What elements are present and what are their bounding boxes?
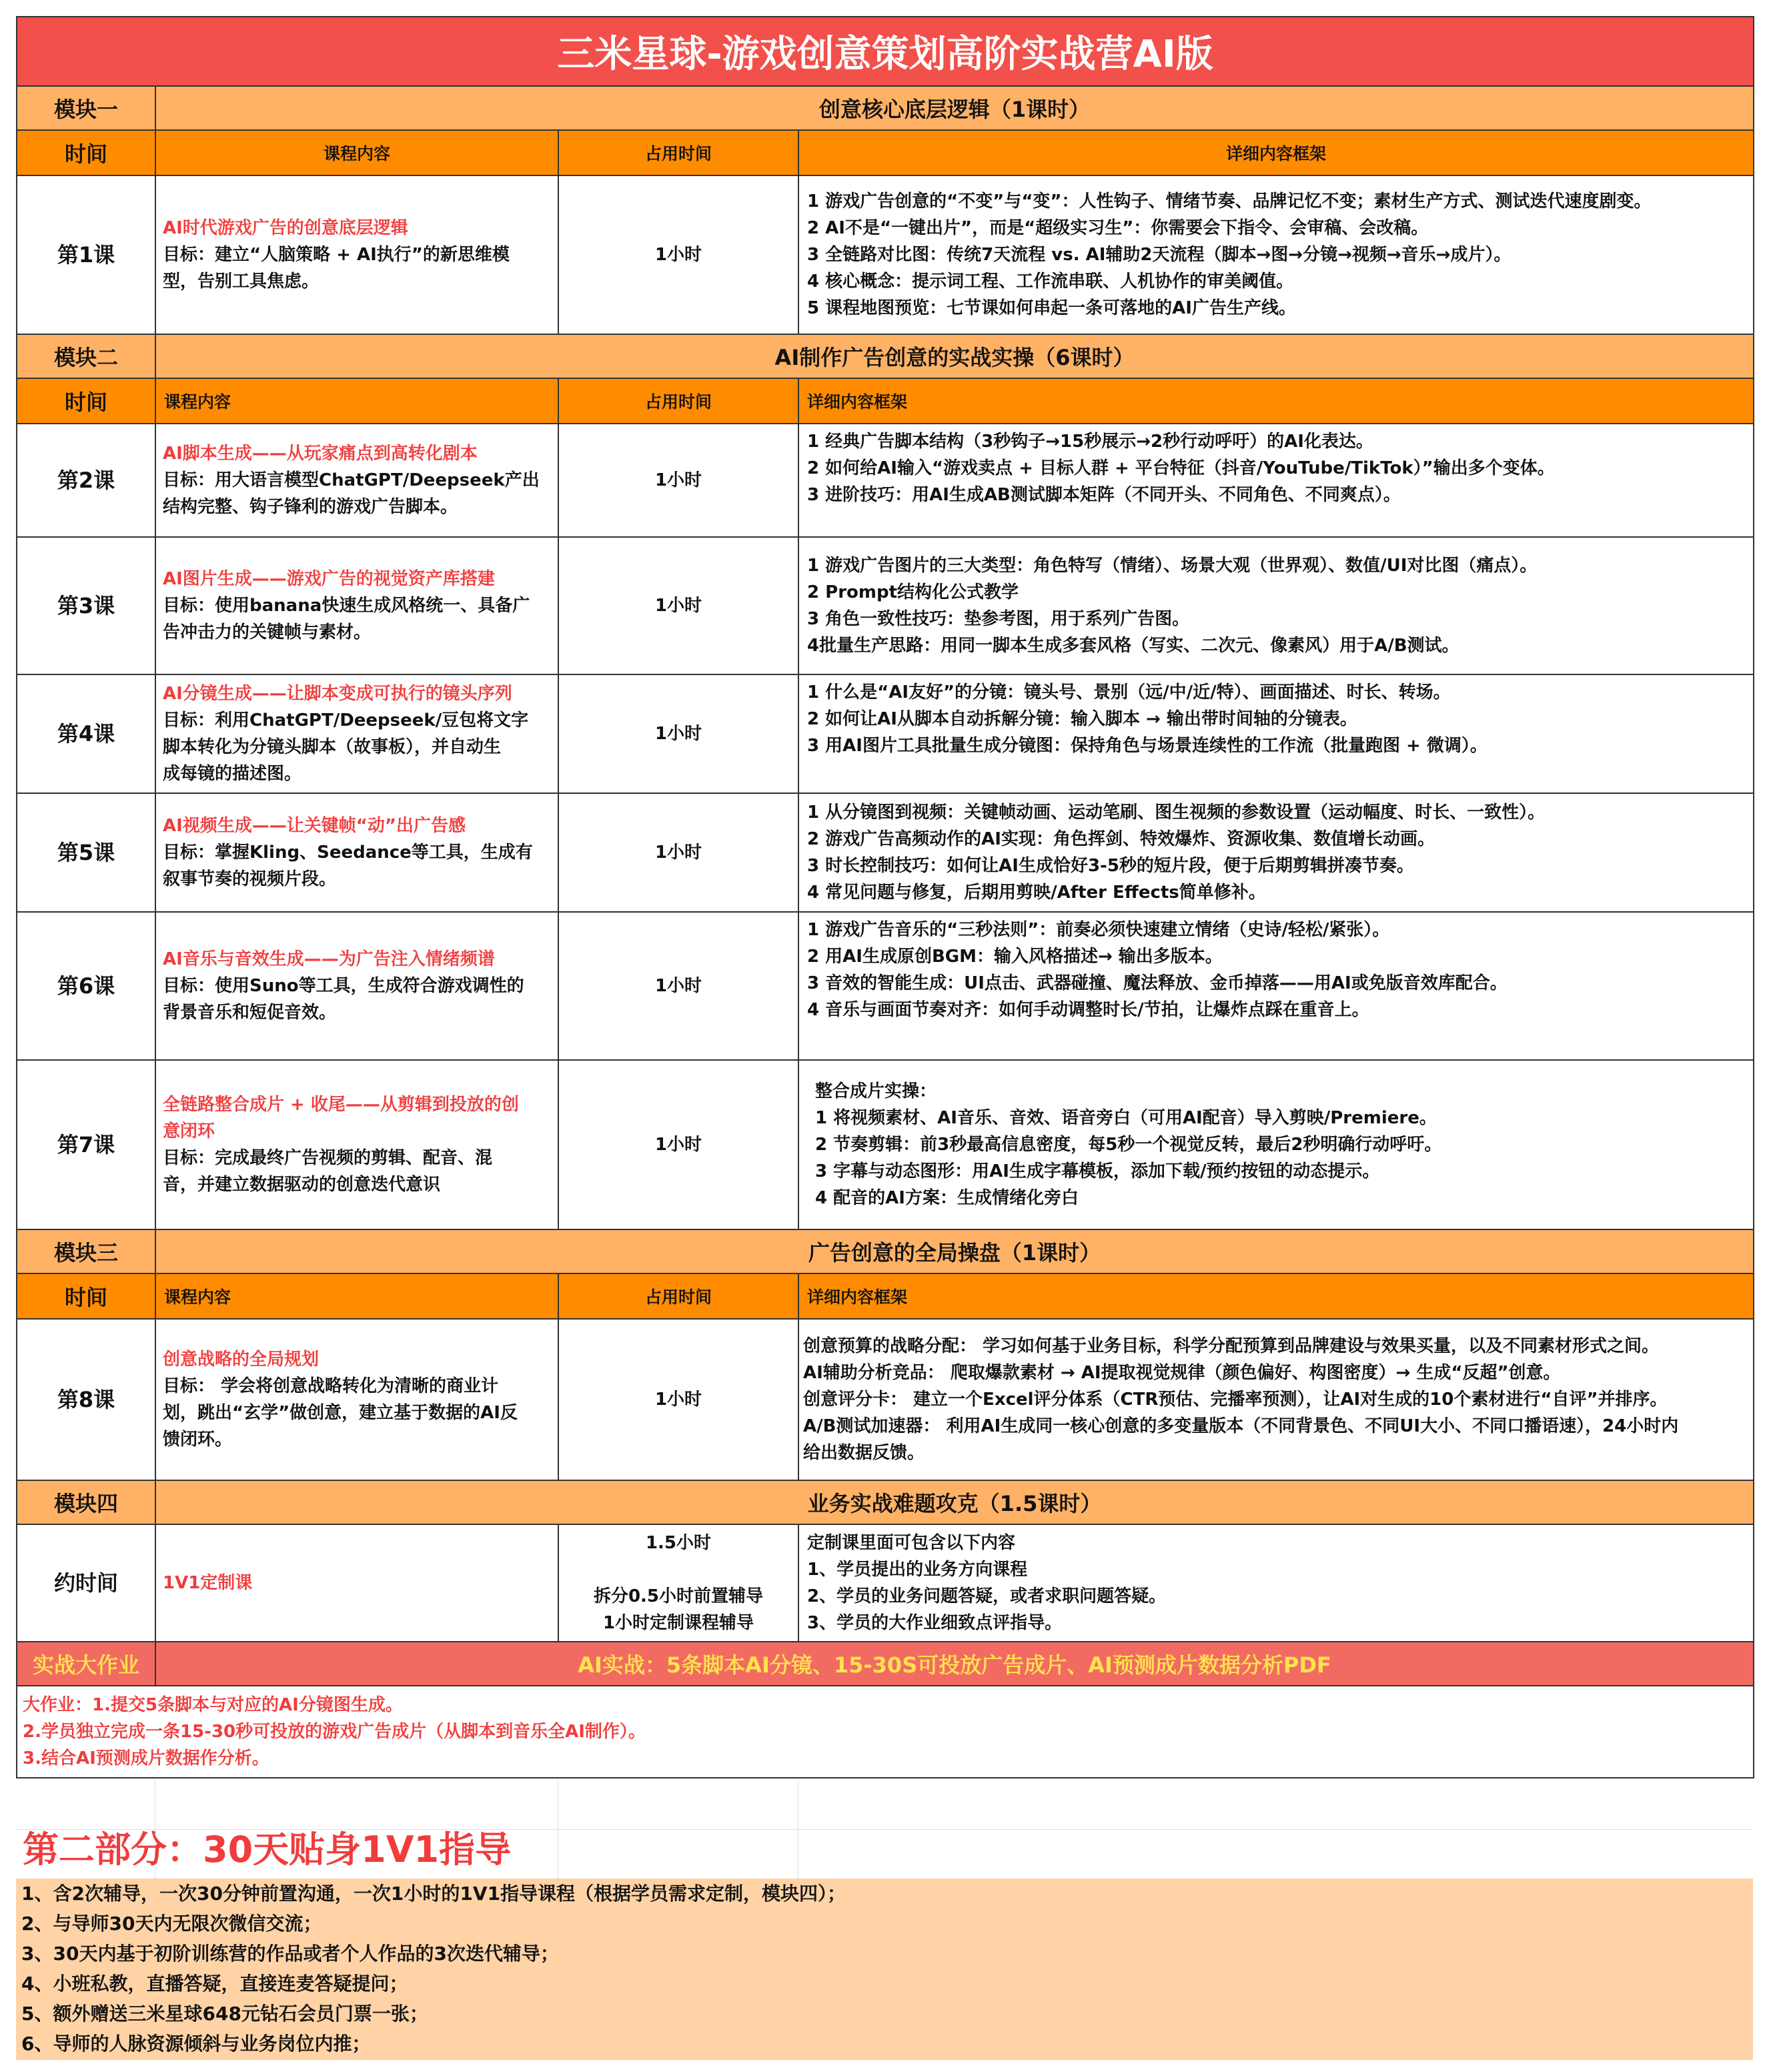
lesson-goal-line: 告冲击力的关键帧与素材。 [163, 622, 372, 642]
detail-line: 2 用AI生成原创BGM：输入风格描述→ 输出多版本。 [807, 947, 1223, 967]
detail-line: 整合成片实操： [815, 1081, 937, 1101]
detail-line: 创意预算的战略分配： 学习如何基于业务目标，科学分配预算到品牌建设与效果买量，以及不同素材形式之间。 [803, 1336, 1660, 1356]
detail-line: 3 字幕与动态图形：用AI生成字幕模板，添加下载/预约按钮的动态提示。 [815, 1161, 1380, 1181]
lesson-title: AI音乐与音效生成——为广告注入情绪频谱 [163, 949, 495, 969]
lesson-goal-line: 目标：利用ChatGPT/Deepseek/豆包将文字 [163, 710, 529, 730]
lesson-content [155, 793, 558, 912]
part2-item: 4、小班私教，直播答疑，直接连麦答疑提问； [21, 1973, 408, 1995]
detail-line: 3 音效的智能生成：UI点击、武器碰撞、魔法释放、金币掉落——用AI或免版音效库配合。 [807, 973, 1508, 993]
col-duration: 占用时间 [558, 130, 798, 175]
lesson-row [17, 912, 1754, 1060]
col-duration: 占用时间 [558, 1273, 798, 1319]
part2-item: 5、额外赠送三米星球648元钻石会员门票一张； [21, 2003, 428, 2025]
module-label: 模块一 [17, 86, 155, 130]
detail-line: 5 课程地图预览：七节课如何串起一条可落地的AI广告生产线。 [807, 298, 1296, 318]
detail-line: 4 音乐与画面节奏对齐：如何手动调整时长/节拍，让爆炸点踩在重音上。 [807, 1000, 1369, 1020]
col-content: 课程内容 [155, 378, 558, 424]
detail-line: 定制课里面可包含以下内容 [807, 1533, 1016, 1553]
homework-body [17, 1686, 1754, 1778]
lesson-content [155, 912, 558, 1060]
module-name: AI制作广告创意的实战实操（6课时） [155, 334, 1754, 378]
lesson-title: AI图片生成——游戏广告的视觉资产库搭建 [163, 569, 495, 589]
lesson-goal-line: 目标：用大语言模型ChatGPT/Deepseek产出 [163, 470, 540, 490]
curriculum-table [16, 16, 1754, 1778]
lesson-number: 第4课 [17, 674, 155, 793]
lesson-content [155, 674, 558, 793]
column-header-row [17, 378, 1754, 424]
detail-line: 1 游戏广告音乐的“三秒法则”：前奏必须快速建立情绪（史诗/轻松/紧张）。 [807, 920, 1390, 940]
lesson-content [155, 1319, 558, 1480]
col-content: 课程内容 [155, 1273, 558, 1319]
lesson-duration: 1小时 [558, 175, 798, 334]
lesson-goal-line: 目标：建立“人脑策略 + AI执行”的新思维模 [163, 245, 510, 265]
lesson-title: 创意战略的全局规划 [163, 1350, 320, 1370]
column-header-row [17, 1273, 1754, 1319]
detail-line: 2 节奏剪辑：前3秒最高信息密度，每5秒一个视觉反转，最后2秒明确行动呼吁。 [815, 1135, 1442, 1155]
lesson-row [17, 537, 1754, 674]
lesson-detail [798, 674, 1754, 793]
detail-line: 2 游戏广告高频动作的AI实现：角色挥剑、特效爆炸、资源收集、数值增长动画。 [807, 829, 1435, 849]
column-header-row [17, 130, 1754, 175]
homework-items [17, 1686, 1754, 1778]
detail-line: 3 角色一致性技巧：垫参考图，用于系列广告图。 [807, 609, 1190, 629]
duration-line [559, 1556, 798, 1583]
detail-line: 2 AI不是“一键出片”，而是“超级实习生”：你需要会下指令、会审稿、会改稿。 [807, 218, 1429, 238]
duration-line: 拆分0.5小时前置辅导 [593, 1586, 764, 1606]
duration-line: 1小时定制课程辅导 [602, 1613, 754, 1633]
part2-title: 第二部分：30天贴身1V1指导 [23, 1829, 512, 1871]
detail-line: 1 将视频素材、AI音乐、音效、语音旁白（可用AI配音）导入剪映/Premiere。 [815, 1108, 1437, 1128]
detail-line: 2 如何给AI输入“游戏卖点 + 目标人群 + 平台特征（抖音/YouTube/TikTok）”输出多个变体。 [807, 458, 1555, 478]
detail-line: 3 用AI图片工具批量生成分镜图：保持角色与场景连续性的工作流（批量跑图 + 微调）。 [807, 736, 1488, 756]
lesson-duration: 1小时 [558, 1319, 798, 1480]
detail-line: 1、学员提出的业务方向课程 [807, 1560, 1028, 1580]
detail-line: 2、学员的业务问题答疑，或者求职问题答疑。 [807, 1586, 1167, 1606]
lesson-number: 第8课 [17, 1319, 155, 1480]
lesson-goal-line: 目标： 学会将创意战略转化为清晰的商业计 [163, 1376, 499, 1396]
detail-line: 2 Prompt结构化公式教学 [807, 582, 1019, 602]
homework-header [17, 1642, 1754, 1686]
col-detail: 详细内容框架 [798, 1273, 1754, 1319]
part2-items [16, 1879, 1753, 2060]
detail-line: 3、学员的大作业细致点评指导。 [807, 1613, 1063, 1633]
detail-line: 4 常见问题与修复，后期用剪映/After Effects简单修补。 [807, 883, 1266, 903]
lesson-row [17, 175, 1754, 334]
lesson-goal-line: 叙事节奏的视频片段。 [163, 869, 337, 889]
detail-line: 1 什么是“AI友好”的分镜：镜头号、景别（远/中/近/特）、画面描述、时长、转场。 [807, 682, 1451, 702]
lesson-title-line: 全链路整合成片 + 收尾——从剪辑到投放的创 [163, 1095, 519, 1115]
lesson-row [17, 793, 1754, 912]
lesson-goal-line: 音，并建立数据驱动的创意迭代意识 [163, 1175, 441, 1195]
lesson-goal-line: 目标：完成最终广告视频的剪辑、配音、混 [163, 1148, 493, 1168]
lesson-duration: 1小时 [558, 674, 798, 793]
lesson-row [17, 674, 1754, 793]
lesson-duration [558, 1524, 798, 1642]
lesson-goal-line: 目标：使用banana快速生成风格统一、具备广 [163, 596, 530, 616]
module-header [17, 334, 1754, 378]
lesson-detail [798, 1060, 1754, 1229]
detail-line: 创意评分卡： 建立一个Excel评分体系（CTR预估、完播率预测），让AI对生成的10个素材进行“自评”并排序。 [803, 1390, 1668, 1410]
detail-line: AI辅助分析竞品： 爬取爆款素材 → AI提取视觉规律（颜色偏好、构图密度）→ 生成“反超”创意。 [803, 1363, 1561, 1383]
module-header [17, 86, 1754, 130]
detail-line: 4 配音的AI方案：生成情绪化旁白 [815, 1188, 1079, 1208]
lesson-title: AI时代游戏广告的创意底层逻辑 [163, 218, 408, 238]
col-content: 课程内容 [155, 130, 558, 175]
lesson-duration: 1小时 [558, 793, 798, 912]
lesson-content [155, 175, 558, 334]
lesson-number: 第3课 [17, 537, 155, 674]
homework-item: 2.学员独立完成一条15-30秒可投放的游戏广告成片（从脚本到音乐全AI制作）。 [23, 1722, 646, 1742]
module-name: 创意核心底层逻辑（1课时） [155, 86, 1754, 130]
lesson-number: 第2课 [17, 424, 155, 537]
lesson-content [155, 1060, 558, 1229]
sheet-title: 三米星球-游戏创意策划高阶实战营AI版 [17, 17, 1754, 86]
detail-line: 2 如何让AI从脚本自动拆解分镜：输入脚本 → 输出带时间轴的分镜表。 [807, 709, 1357, 729]
col-duration: 占用时间 [558, 378, 798, 424]
module-label: 模块四 [17, 1480, 155, 1524]
part2-item: 6、导师的人脉资源倾斜与业务岗位内推； [21, 2033, 371, 2055]
lesson-duration: 1小时 [558, 912, 798, 1060]
module-label: 模块二 [17, 334, 155, 378]
lesson-row [17, 1524, 1754, 1642]
detail-line: 3 进阶技巧：用AI生成AB测试脚本矩阵（不同开头、不同角色、不同爽点）。 [807, 485, 1401, 505]
part2-item: 2、与导师30天内无限次微信交流； [21, 1913, 322, 1935]
part2-item: 3、30天内基于初阶训练营的作品或者个人作品的3次迭代辅导； [21, 1943, 559, 1965]
lesson-goal-line: 脚本转化为分镜头脚本（故事板），并自动生 [163, 737, 502, 757]
col-detail: 详细内容框架 [798, 378, 1754, 424]
lesson-duration: 1小时 [558, 537, 798, 674]
detail-line: 1 从分镜图到视频：关键帧动画、运动笔刷、图生视频的参数设置（运动幅度、时长、一致性）。 [807, 803, 1546, 823]
detail-line: 1 游戏广告图片的三大类型：角色特写（情绪）、场景大观（世界观）、数值/UI对比图（痛点）。 [807, 556, 1538, 576]
detail-line: 1 游戏广告创意的“不变”与“变”：人性钩子、情绪节奏、品牌记忆不变；素材生产方式、测试迭代速度剧变。 [807, 191, 1652, 211]
detail-line: 4 核心概念：提示词工程、工作流串联、人机协作的审美阈值。 [807, 272, 1294, 292]
lesson-row [17, 1319, 1754, 1480]
module-header [17, 1480, 1754, 1524]
col-time: 时间 [17, 1273, 155, 1319]
lesson-goal-line: 目标：掌握Kling、Seedance等工具，生成有 [163, 843, 533, 863]
homework-item: 大作业：1.提交5条脚本与对应的AI分镜图生成。 [23, 1695, 403, 1715]
lesson-duration: 1小时 [558, 424, 798, 537]
lesson-number: 约时间 [17, 1524, 155, 1642]
lesson-title-line: 意闭环 [163, 1121, 215, 1141]
module-label: 模块三 [17, 1229, 155, 1273]
duration-line: 1.5小时 [645, 1533, 712, 1553]
lesson-detail [798, 1524, 1754, 1642]
lesson-row [17, 424, 1754, 537]
lesson-detail [798, 424, 1754, 537]
lesson-goal-line: 馈闭环。 [163, 1430, 233, 1450]
col-detail: 详细内容框架 [798, 130, 1754, 175]
detail-line: 给出数据反馈。 [803, 1443, 925, 1463]
homework-label: 实战大作业 [17, 1642, 155, 1686]
detail-line: A/B测试加速器： 利用AI生成同一核心创意的多变量版本（不同背景色、不同UI大小、不同口播语速），24小时内 [803, 1416, 1679, 1436]
part2-item: 1、含2次辅导，一次30分钟前置沟通，一次1小时的1V1指导课程（根据学员需求定制，模块四）； [21, 1883, 846, 1905]
lesson-number: 第6课 [17, 912, 155, 1060]
lesson-number: 第1课 [17, 175, 155, 334]
lesson-title: AI分镜生成——让脚本变成可执行的镜头序列 [163, 684, 512, 704]
lesson-number: 第5课 [17, 793, 155, 912]
module-header [17, 1229, 1754, 1273]
lesson-title: 1V1定制课 [163, 1573, 253, 1593]
module-name: 业务实战难题攻克（1.5课时） [155, 1480, 1754, 1524]
lesson-title: AI脚本生成——从玩家痛点到高转化剧本 [163, 444, 478, 464]
lesson-goal-line: 划，跳出“玄学”做创意，建立基于数据的AI反 [163, 1403, 518, 1423]
detail-line: 3 时长控制技巧：如何让AI生成恰好3-5秒的短片段，便于后期剪辑拼凑节奏。 [807, 856, 1414, 876]
lesson-goal-line: 目标：使用Suno等工具，生成符合游戏调性的 [163, 976, 524, 996]
part2-header-area [16, 1780, 1753, 1879]
lesson-title: AI视频生成——让关键帧“动”出广告感 [163, 816, 466, 836]
col-time: 时间 [17, 130, 155, 175]
col-time: 时间 [17, 378, 155, 424]
detail-line: 1 经典广告脚本结构（3秒钩子→15秒展示→2秒行动呼吁）的AI化表达。 [807, 432, 1373, 452]
lesson-detail [798, 175, 1754, 334]
homework-summary: AI实战：5条脚本AI分镜、15-30S可投放广告成片、AI预测成片数据分析PDF [155, 1642, 1754, 1686]
lesson-goal-line: 成每镜的描述图。 [163, 764, 302, 784]
lesson-row [17, 1060, 1754, 1229]
lesson-detail [798, 1319, 1754, 1480]
detail-line: 3 全链路对比图：传统7天流程 vs. AI辅助2天流程（脚本→图→分镜→视频→音乐→成片）。 [807, 245, 1512, 265]
lesson-goal-line: 背景音乐和短促音效。 [163, 1003, 337, 1023]
lesson-goal-line: 结构完整、钩子锋利的游戏广告脚本。 [163, 497, 458, 517]
lesson-detail [798, 793, 1754, 912]
homework-item: 3.结合AI预测成片数据作分析。 [23, 1748, 269, 1768]
lesson-content [155, 1524, 558, 1642]
lesson-content [155, 537, 558, 674]
lesson-detail [798, 537, 1754, 674]
lesson-content [155, 424, 558, 537]
lesson-detail [798, 912, 1754, 1060]
module-name: 广告创意的全局操盘（1课时） [155, 1229, 1754, 1273]
lesson-goal-line: 型，告别工具焦虑。 [163, 272, 320, 292]
curriculum-sheet [16, 16, 1753, 1778]
lesson-duration: 1小时 [558, 1060, 798, 1229]
lesson-number: 第7课 [17, 1060, 155, 1229]
detail-line: 4批量生产思路：用同一脚本生成多套风格（写实、二次元、像素风）用于A/B测试。 [807, 636, 1459, 656]
